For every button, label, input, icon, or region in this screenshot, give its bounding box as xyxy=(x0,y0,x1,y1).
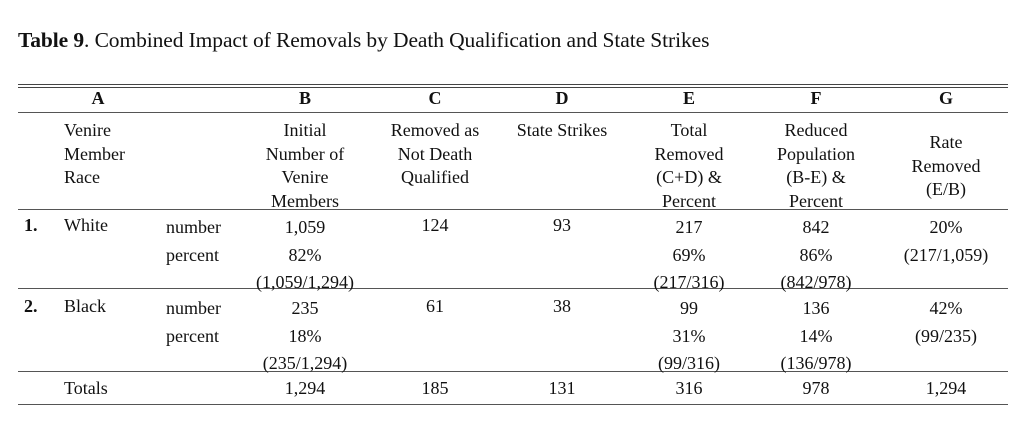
column-letter-g: G xyxy=(938,88,953,108)
column-letter-e: E xyxy=(682,88,695,108)
column-letter-c: C xyxy=(428,88,442,108)
row-1-measure-labels: number percent xyxy=(166,217,221,265)
row-1-race: White xyxy=(64,215,108,235)
totals-reduced-population: 978 xyxy=(802,378,830,398)
column-header-initial-number: Initial Number of Venire Members xyxy=(265,120,345,211)
column-header-not-death-qualified: Removed as Not Death Qualified xyxy=(390,120,480,187)
row-2-initial-number: 235 18% (235/1,294) xyxy=(262,298,348,373)
column-letter-b: B xyxy=(298,88,311,108)
table-label: Table 9 xyxy=(18,28,85,52)
column-header-state-strikes: State Strikes xyxy=(516,120,608,140)
row-1-state-strikes: 93 xyxy=(553,215,571,235)
totals-initial-number: 1,294 xyxy=(284,378,326,398)
row-2-rate-removed: 42% (99/235) xyxy=(915,298,977,346)
column-header-rate-removed: Rate Removed (E/B) xyxy=(911,132,981,199)
column-header-race: Venire Member Race xyxy=(64,120,125,187)
row-1-initial-number: 1,059 82% (1,059/1,294) xyxy=(256,217,354,292)
totals-total-removed: 316 xyxy=(675,378,703,398)
row-2-race: Black xyxy=(64,296,106,316)
totals-rate-removed: 1,294 xyxy=(925,378,967,398)
row-2-not-death-qualified: 61 xyxy=(426,296,444,316)
table-caption xyxy=(18,28,709,53)
row-2-state-strikes: 38 xyxy=(553,296,571,316)
column-letter-f: F xyxy=(810,88,822,108)
row-2-reduced-population: 136 14% (136/978) xyxy=(780,298,852,373)
row-1-rate-removed: 20% (217/1,059) xyxy=(903,217,989,265)
letter-row-rule xyxy=(18,112,1008,113)
row-1-reduced-population: 842 86% (842/978) xyxy=(780,217,852,292)
totals-label: Totals xyxy=(64,378,108,398)
column-letter-a: A xyxy=(91,88,105,108)
row-2-measure-labels: number percent xyxy=(166,298,221,346)
row-2-total-removed: 99 31% (99/316) xyxy=(658,298,720,373)
column-header-total-removed: Total Removed (C+D) & Percent xyxy=(654,120,724,211)
row-1-number: 1. xyxy=(24,215,38,235)
table-title: . Combined Impact of Removals by Death Qualification and State Strikes xyxy=(84,28,710,52)
bottom-rule xyxy=(18,404,1008,405)
row-1-not-death-qualified: 124 xyxy=(421,215,449,235)
totals-state-strikes: 131 xyxy=(548,378,576,398)
row-2-number: 2. xyxy=(24,296,38,316)
row-1-total-removed: 217 69% (217/316) xyxy=(653,217,725,292)
totals-not-death-qualified: 185 xyxy=(421,378,449,398)
column-letter-d: D xyxy=(555,88,569,108)
column-header-reduced-population: Reduced Population (B-E) & Percent xyxy=(776,120,855,211)
